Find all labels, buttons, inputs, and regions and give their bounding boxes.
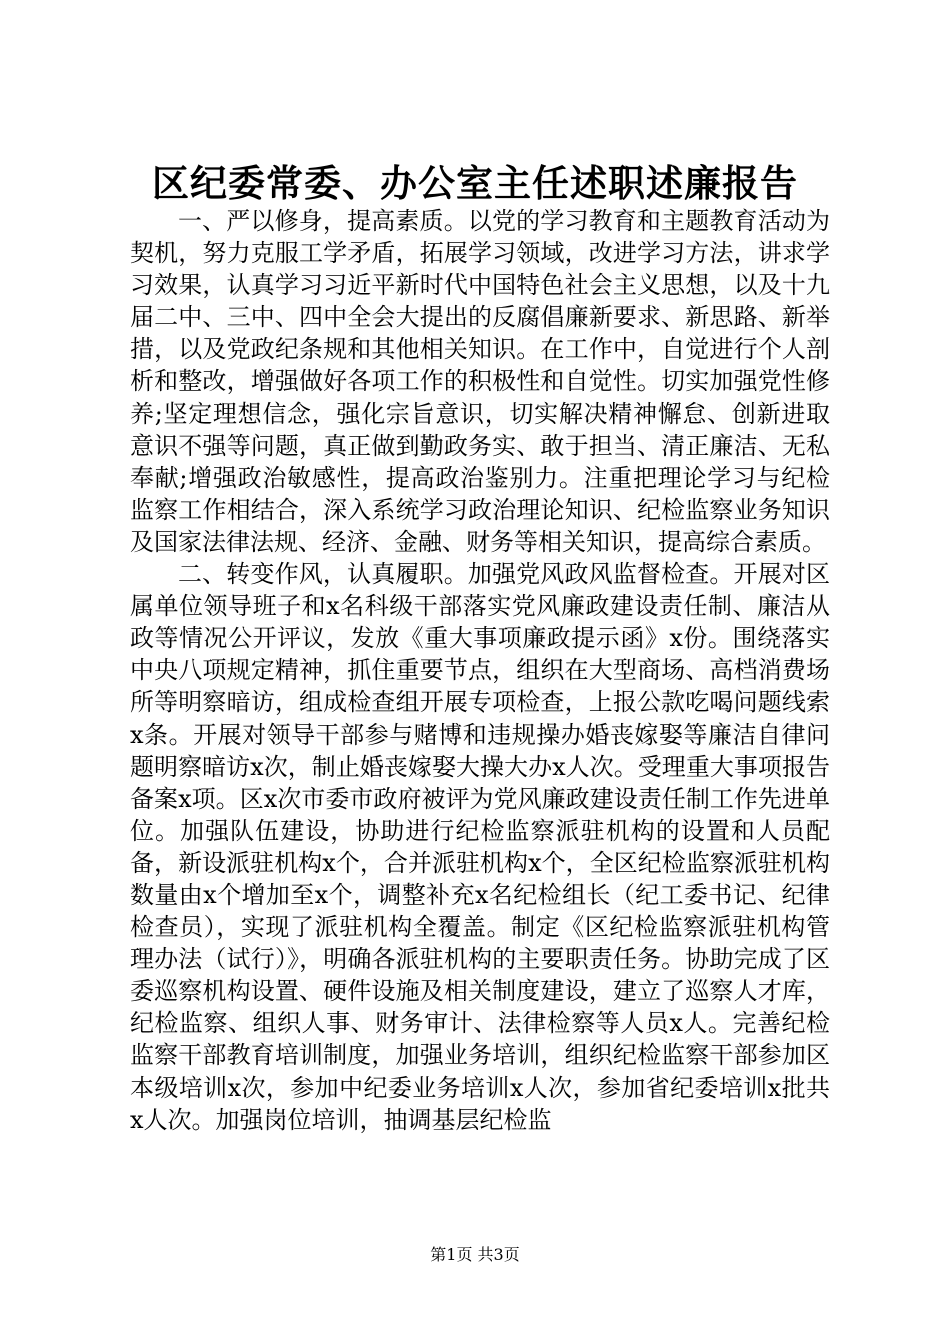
body-paragraph: 一、严以修身，提高素质。以党的学习教育和主题教育活动为契机，努力克服工学矛盾，拓展学习领域，改进学习方法，讲求学习效果，认真学习习近平新时代中国特色社会主义思想，以及十九届二中、三中、四中全会大提出的反腐倡廉新要求、新思路、新举措，以及党政纪条规和其他相关知识。在工作中，自觉进行个人剖析和整改，增强做好各项工作的积极性和自觉性。切实加强党性修养;坚定理想信念，强化宗旨意识，切实解决精神懈怠、创新进取意识不强等问题，真正做到勤政务实、敢于担当、清正廉洁、无私奉献;增强政治敏感性，提高政治鉴别力。注重把理论学习与纪检监察工作相结合，深入系统学习政治理论知识、纪检监察业务知识及国家法律法规、经济、金融、财务等相关知识，提高综合素质。 [130,207,830,556]
body-paragraph: 二、转变作风，认真履职。加强党风政风监督检查。开展对区属单位领导班子和x名科级干部落实党风廉政建设责任制、廉洁从政等情况公开评议，发放《重大事项廉政提示函》x份。围绕落实中央八项规定精神，抓住重要节点，组织在大型商场、高档消费场所等明察暗访，组成检查组开展专项检查，上报公款吃喝问题线索x条。开展对领导干部参与赌博和违规操办婚丧嫁娶等廉洁自律问题明察暗访x次，制止婚丧嫁娶大操大办x人次。受理重大事项报告备案x项。区x次市委市政府被评为党风廉政建设责任制工作先进单位。加强队伍建设，协助进行纪检监察派驻机构的设置和人员配备，新设派驻机构x个，合并派驻机构x个，全区纪检监察派驻机构数量由x个增加至x个，调整补充x名纪检组长（纪工委书记、纪律检查员），实现了派驻机构全覆盖。制定《区纪检监察派驻机构管理办法（试行）》，明确各派驻机构的主要职责任务。协助完成了区委巡察机构设置、硬件设施及相关制度建设，建立了巡察人才库，纪检监察、组织人事、财务审计、法律检察等人员x人。完善纪检监察干部教育培训制度，加强业务培训，组织纪检监察干部参加区本级培训x次，参加中纪委业务培训x人次，参加省纪委培训x批共x人次。加强岗位培训，抽调基层纪检监 [130,560,830,1134]
document-title: 区纪委常委、办公室主任述职述廉报告 [152,161,798,205]
page-number-footer: 第1页 共3页 [430,1245,520,1264]
document-body [130,205,830,1136]
